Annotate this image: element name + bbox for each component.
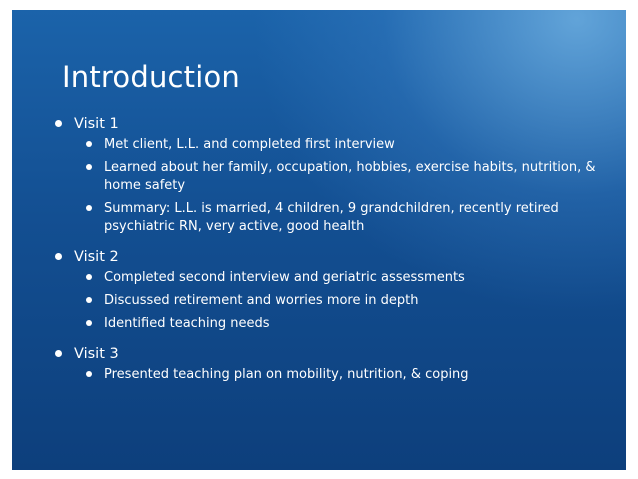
list-item-text: Identified teaching needs (104, 316, 270, 331)
bullet-list (53, 113, 613, 384)
list-item (83, 136, 613, 154)
list-item (83, 200, 613, 236)
list-item-text: Discussed retirement and worries more in depth (104, 293, 419, 308)
list-item-text: Presented teaching plan on mobility, nutrition, & coping (104, 367, 469, 382)
list-item-text: Met client, L.L. and completed first interview (104, 137, 395, 152)
list-item (83, 292, 613, 310)
bullet-icon (55, 253, 62, 260)
bullet-icon (86, 274, 92, 280)
bullet-icon (55, 120, 62, 127)
list-item-text: Summary: L.L. is married, 4 children, 9 grandchildren, recently retired psychiatric RN, very active, good health (104, 201, 559, 234)
list-item (83, 315, 613, 333)
list-item-text: Completed second interview and geriatric assessments (104, 270, 465, 285)
list-item-visit-3 (53, 343, 613, 384)
sub-bullet-list (74, 366, 613, 384)
bullet-icon (86, 297, 92, 303)
visit-label: Visit 3 (74, 346, 119, 362)
list-item-text: Learned about her family, occupation, hobbies, exercise habits, nutrition, & home safety (104, 160, 596, 193)
visit-label: Visit 2 (74, 249, 119, 265)
visit-label: Visit 1 (74, 116, 119, 132)
list-item (83, 159, 613, 195)
bullet-icon (86, 205, 92, 211)
bullet-icon (86, 141, 92, 147)
bullet-icon (55, 350, 62, 357)
bullet-icon (86, 164, 92, 170)
list-item (83, 366, 613, 384)
list-item (83, 269, 613, 287)
bullet-icon (86, 371, 92, 377)
sub-bullet-list (74, 269, 613, 333)
list-item-visit-1 (53, 113, 613, 236)
slide (12, 10, 626, 470)
slide-title: Introduction (62, 60, 241, 94)
sub-bullet-list (74, 136, 613, 236)
list-item-visit-2 (53, 246, 613, 333)
bullet-icon (86, 320, 92, 326)
